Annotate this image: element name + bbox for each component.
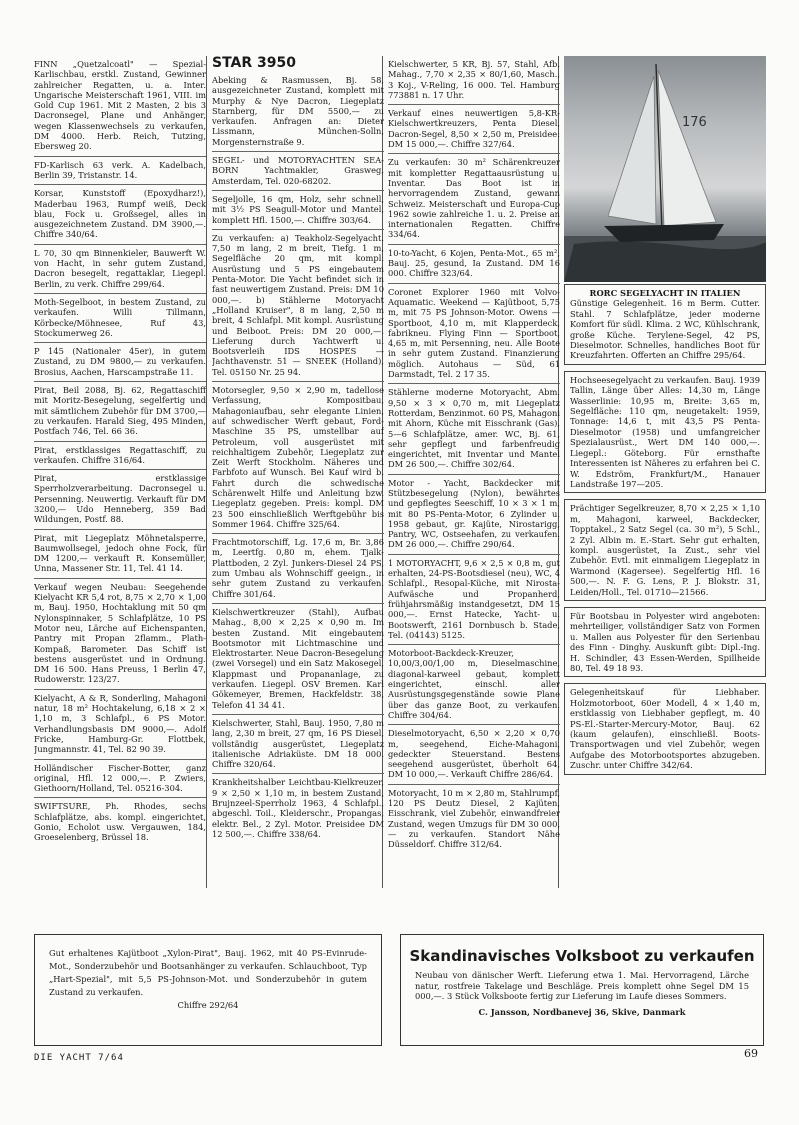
column-1 — [34, 56, 206, 892]
classified-ad: Kielyacht, A & R, Sonderling, Mahagoni natur, 18 m² Hochtakelung, 6,18 × 2 × 1,10 m, 3 Schlafpl., 6 PS Motor. Verhandlungsbasis DM 9000,—. Adolf Fricke, Hamburg-Gr. Flottbek, Jungmannstr. 41, Tel. 82 90 39. — [34, 690, 206, 760]
classified-ad: Motorboot-Backdeck-Kreuzer, 10,00/3,00/1,00 m, Dieselmaschine, diagonal-karweel gebaut, komplett eingerichtet, einschl. aller Ausrüstungsgegenstände sowie Plane über das ganze Boot, zu verkaufen. Chiffre 304/64. — [388, 645, 560, 725]
xylon-pirat-chiffre: Chiffre 292/64 — [177, 1000, 239, 1010]
segelkreuzer-ad: Prächtiger Segelkreuzer, 8,70 × 2,25 × 1,10 m, Mahagoni, karweel, Backdecker, Topptakel., 2 Satz Segel (ca. 30 m²), 5 Schl., 2 Zyl. Albin m. E.-Start. Sehr gut erhalten, kompl. ausgerüstet, Ia Zust., sehr viel Zubehör. Evtl. mit einmaligem Liegeplatz in Warmond (Kagersee). Segelfertig Hfl. 16 500,—. N. F. G. Lens, P. J. Blokstr. 31, Leiden/Holl., Tel. 01710—21566. — [564, 499, 766, 601]
classified-ad: Pirat, erstklassige Sperrholzverarbeitung. Dacronsegel u. Persenning. Neuwertig. Verkauft für DM 3200,— Udo Henneberg, 359 Bad Wildungen, Postf. 88. — [34, 470, 206, 529]
polyester-ad: Für Bootsbau in Polyester wird angeboten: mehrteiliger, vollständiger Satz von Formen u. Mallen aus Polyester für den Serienbau des Finn - Dinghy. Auskunft gibt: Dipl.-Ing. H. Schindler, 43 Essen-Werden, Spillheide 80, Tel. 49 18 93. — [564, 607, 766, 677]
classified-ad: SEGEL- und MOTORYACHTEN SEA-BORN Yachtmakler, Grasweg, Amsterdam, Tel. 020-68202. — [212, 152, 384, 191]
column-4 — [564, 56, 766, 892]
classified-ad: Korsar, Kunststoff (Epoxydharz!), Maderbau 1963, Rumpf weiß, Deck blau, Fock u. Großsegel, alles in ausgezeichnetem Zustand. DM 3900,—. Chiffre 340/64. — [34, 185, 206, 244]
liebhaber-ad: Gelegenheitskauf für Liebhaber. Holzmotorboot, 60er Modell, 4 × 1,40 m, erstklassig von Liebhaber gepflegt, m. 40 PS-El.-Starter-Mercury-Motor, Bauj. 62 (kaum gelaufen), einschließl. Boots-Transportwagen und viel Zubehör, wegen Aufgabe des Motorbootsportes abzugeben. Zuschr. unter Chiffre 342/64. — [564, 683, 766, 774]
classified-ad: Stählerne moderne Motoryacht, Abm. 9,50 × 3 × 0,70 m, mit Liegeplatz Rotterdam, Benzinmot. 60 PS, Mahagoni mit Ahorn, Küche mit Eisschrank (Gas), 5—6 Schlafplätze, amer. WC, Bj. 61, sehr gepflegt und farbenfreudig eingerichtet, mit Inventar und Mantel DM 26 500,—. Chiffre 302/64. — [388, 384, 560, 474]
magazine-footer: DIE YACHT 7/64 — [34, 1053, 124, 1063]
star-3950-heading: STAR 3950 — [212, 56, 296, 71]
classified-ad: Segeljolle, 16 qm, Holz, sehr schnell, mit 3½ PS Seagull-Motor und Mantel, komplett Hfl. 1500,—. Chiffre 303/64. — [212, 191, 384, 230]
classified-ad: Coronet Explorer 1960 mit Volvo-Aquamatic. Weekend — Kajütboot, 5,75 m, mit 75 PS Johnson-Motor. Owens — Sportboot, 4,10 m, mit Klapperdeck, fabrikneu. Flying Finn — Sportboot, 4,65 m, mit Persenning, neu. Alle Boote in sehr gutem Zustand. Finanzierung möglich. Autohaus — Süd, 61 Darmstadt, Tel. 2 17 35. — [388, 284, 560, 385]
classified-ad: Zu verkaufen: a) Teakholz-Segelyacht. 7,50 m lang, 2 m breit, Tiefg. 1 m, Segelfläche 20 qm, mit kompl. Ausrüstung und 5 PS eingebautem Penta-Motor. Die Yacht befindet sich in fast neuwertigem Zustand. Preis: DM 10 000,—. b) Stählerne Motoryacht „Holland Kruiser", 8 m lang, 2,50 m breit, 4 Schlafpl. Mit kompl. Ausrüstung und Beiboot. Preis: DM 20 000,—. Lieferung durch Yachtwerft u. Bootsverleih IDS HOSPES — Jachthavenstr. 51 — SNEEK (Holland), Tel. 05150 Nr. 25 94. — [212, 230, 384, 382]
classified-ad: Motorsegler, 9,50 × 2,90 m, tadellose Verfassung, Kompositbau, Mahagoniaufbau, sehr elegante Linien, auf schwedischer Werft gebaut, Ford-Maschine 35 PS, umstellbar auf Petroleum, voll ausgerüstet mit reichhaltigem Zubehör, Liegeplatz zur Zeit Werft Stockholm. Näheres und Farbfoto auf Wunsch. Bei Kauf wird b. Fahrt durch die schwedische Schärenwelt Hilfe und Anleitung bzw. Liegeplatz gegeben. Preis: kompl. DM 23 500 einschließlich Werftgebühr bis Sommer 1964. Chiffre 325/64. — [212, 382, 384, 534]
xylon-pirat-text: Gut erhaltenes Kajütboot „Xylon-Pirat", Bauj. 1962, mit 40 PS-Evinrude-Mot., Sonderzubehör und Bootsanhänger zu verkaufen. Schlauchboot, Typ „Hart-Spezial", mit 5,5 PS-Johnson-Mot. und Sonderzubehör in gutem Zustand zu verkaufen. — [49, 948, 367, 997]
rorc-ad-heading: RORC SEGELYACHT IN ITALIEN — [589, 288, 741, 298]
volksboot-signature: C. Jansson, Nordbanevej 36, Skive, Danmark — [478, 1006, 686, 1017]
classified-ad: Zu verkaufen: 30 m² Schärenkreuzer mit kompletter Regattaausrüstung u. Inventar. Das Boot ist in hervorragendem Zustand, gewann Schweiz. Meisterschaft und Europa-Cup 1962 sowie zahlreiche 1. u. 2. Preise an internationalen Regatten. Chiffre 334/64. — [388, 154, 560, 244]
classified-ad: Dieselmotoryacht, 6,50 × 2,20 × 0,70 m, seegehend, Eiche-Mahagoni, gedeckter Steuerstand. Bestens seegehend ausgerüstet, überholt 64, DM 10 000,—. Verkauft Chiffre 286/64. — [388, 725, 560, 784]
classified-ad: Verkauf wegen Neubau: Seegehende Kielyacht KR 5,4 rot, 8,75 × 2,70 × 1,00 m, Bauj. 1950, Hochtaklung mit 50 qm Nylonspinnaker, 5 Schlafplätze, 10 PS Motor neu, Lärche auf Eichenspanten, Pantry mit Propan 2flamm., Plath-Kompaß, Barometer. Das Schiff ist bestens ausgerüstet und in Ordnung. DM 16 500. Hans Preuss, 1 Berlin 47, Rudowerstr. 123/27. — [34, 579, 206, 690]
classified-ad: L 70, 30 qm Binnenkieler, Bauwerft W. von Hacht, in sehr gutem Zustand, Dacron besegelt, regattaklar, Liegepl. Berlin, zu verk. Chiffre 299/64. — [34, 245, 206, 294]
classified-ad: 1 MOTORYACHT, 9,6 × 2,5 × 0,8 m, gut erhalten, 24-PS-Bootsdiesel (neu), WC, 4 Schlafpl., Resopal-Küche, mit Nirosta-Aufwäsche und Propanherd, frühjahrsmäßig instandgesetzt, DM 15 000,—. Ernst Hatecke, Yacht- u. Bootswerft, 2161 Dornbusch b. Stade, Tel. (04143) 5125. — [388, 555, 560, 645]
classified-ad: Pirat, mit Liegeplatz Möhnetalsperre, Baumwollsegel, jedoch ohne Fock, für DM 1200,— verkauft R. Konsemüller, Unna, Massener Str. 11, Tel. 41 14. — [34, 530, 206, 579]
classified-ad: Kielschwertkreuzer (Stahl), Aufbau Mahag., 8,00 × 2,25 × 0,90 m. Im besten Zustand. Mit eingebautem Bootsmotor mit Lichtmaschine und Elektrostarter. Neue Dacron-Besegelung (zwei Vorsegel) und ein Satz Makosegel, Klappmast und Propananlage, zu verkaufen. Liegepl. OSV Bremen. Karl Gökemeyer, Bremen, Hackfeldstr. 38, Telefon 41 34 41. — [212, 604, 384, 715]
classified-ad: Krankheitshalber Leichtbau-Kielkreuzer, 9 × 2,50 × 1,10 m, in bestem Zustand, Brujnzeel-Sperrholz 1963, 4 Schlafpl., abgeschl. Toil., Kleiderschr., Propangas, elektr. Bel., 2 Zyl. Motor. Preisidee DM 12 500,—. Chiffre 338/64. — [212, 777, 384, 839]
classified-ad: Motoryacht, 10 m × 2,80 m, Stahlrumpf, 120 PS Deutz Diesel, 2 Kajüten, Eisschrank, viel Zubehör, einwandfreier Zustand, wegen Umzugs für DM 30 000,— zu verkaufen. Standort Nähe Düsseldorf. Chiffre 312/64. — [388, 787, 560, 850]
classified-ad: Frachtmotorschiff, Lg. 17,6 m, Br. 3,86 m, Leertfg. 0,80 m, ehem. Tjalk-Plattboden, 2 Zyl. Junkers-Diesel 24 PS, zum Umbau als Wohnschiff geeign., in sehr gutem Zustand zu verkaufen. Chiffre 301/64. — [212, 534, 384, 604]
volksboot-ad — [400, 934, 764, 1046]
classified-ad: Moth-Segelboot, in bestem Zustand, zu verkaufen. Willi Tillmann, Körbecke/Möhnesee, Ruf 43, Stockumerweg 26. — [34, 294, 206, 343]
classified-ad: FD-Karlisch 63 verk. A. Kadelbach, Berlin 39, Tristanstr. 14. — [34, 157, 206, 186]
hochsee-ad: Hochseesegelyacht zu verkaufen. Bauj. 1939 Tallin, Länge über Alles: 14,30 m, Länge Wasserlinie: 10,95 m, Breite: 3,65 m, Segelfläche: 110 qm, neugetakelt: 1959, Tonnage: 14,6 t, mit 43,5 PS Penta-Dieselmotor (1958) und umfangreicher Spezialausrüst., Wert DM 140 000,—. Liegepl.: Göteborg. Für ernsthafte Interessenten ist Näheres zu erfahren bei C. W. Edström, Frankfurt/M., Hanauer Landstraße 197—205. — [564, 371, 766, 493]
column-2 — [212, 56, 384, 892]
classified-ad: P 145 (Nationaler 45er), in gutem Zustand, zu DM 9800,— zu verkaufen. Brosius, Aachen, Harscampstraße 11. — [34, 343, 206, 382]
classified-ad: Kielschwerter, 5 KR, Bj. 57, Stahl, Afb. Mahag., 7,70 × 2,35 × 80/1,60, Masch., 3 Koj., V-Reling, 16 000. Tel. Hamburg 773881 n. 17 Uhr. — [388, 56, 560, 105]
classified-ad: Pirat, erstklassiges Regattaschiff, zu verkaufen. Chiffre 316/64. — [34, 442, 206, 471]
xylon-pirat-ad — [34, 934, 382, 1046]
volksboot-heading: Skandinavisches Volksboot zu verkaufen — [409, 947, 755, 965]
classified-ad: Pirat, Beil 2088, Bj. 62, Regattaschiff mit Moritz-Besegelung, segelfertig und mit sämtlichem Zubehör für DM 3700,— zu verkaufen. Harald Sieg, 495 Minden, Postfach 746, Tel. 66 36. — [34, 382, 206, 441]
classified-ad: Holländischer Fischer-Botter, ganz original, Hfl. 12 000,—. P. Zwiers, Giethoorn/Holland, Tel. 05216-304. — [34, 760, 206, 799]
classified-ad: FINN „Quetzalcoatl" — Spezial-Karlischbau, erstkl. Zustand, Gewinner zahlreicher Regatten, u. a. Inter. Ungarische Meisterschaft 1961, VIII. im Gold Cup 1961. Mit 2 Masten, 2 bis 3 Dacronsegel, Plane und Anhänger, wegen Klassenwechsels zu verkaufen, DM 4000. Herb. Reich, Tutzing, Ebersweg 20. — [34, 56, 206, 157]
column-3 — [388, 56, 560, 892]
rorc-ad — [564, 284, 766, 365]
page-number: 69 — [744, 1047, 758, 1060]
volksboot-text: Neubau von dänischer Werft. Lieferung etwa 1. Mai. Hervorragend, Lärche natur, rostfreie Takelage und Beschläge. Preis komplett ohne Segel DM 15 000,—. 3 Stück Volksboote fertig zur Lieferung im Laufe dieses Sommers. — [415, 970, 749, 1001]
classified-ad: Verkauf eines neuwertigen 5,8-KR-Kielschwertkreuzers, Penta Diesel, Dacron-Segel, 8,50 × 2,50 m, Preisidee: DM 15 000,—. Chiffre 327/64. — [388, 105, 560, 154]
classified-ad: SWIFTSURE, Ph. Rhodes, sechs Schlafplätze, abs. kompl. eingerichtet, Gonio, Echolot usw. Vergauwen, 184, Groeselenberg, Brüssel 18. — [34, 801, 206, 843]
classified-ad: 10-to-Yacht, 6 Kojen, Penta-Mot., 65 m², Bauj. 25, gesund, Ia Zustand. DM 16 000. Chiffre 323/64. — [388, 245, 560, 284]
sail-number: 176 — [682, 115, 707, 130]
sailboat-photo — [564, 56, 766, 282]
classified-ad: Motor - Yacht, Backdecker mit Stützbesegelung (Nylon), bewährtes und gepflegtes Seeschiff, 10 × 3 × 1 m, mit 80 PS-Penta-Motor, 6 Zylinder u. 1958 gebaut, gr. Kajüte, Nirostarigg, Pantry, WC, Ostseehafen, zu verkaufen. DM 26 000,—. Chiffre 290/64. — [388, 475, 560, 555]
rorc-ad-text: Günstige Gelegenheit. 16 m Berm. Cutter. Stahl. 7 Schlafplätze, jeder moderne Komfort für südl. Klima. 2 WC, Kühlschrank, große Küche. Terylene-Segel, 42 PS, Dieselmotor. Schnelles, handliches Boot für Kreuzfahrten. Offerten an Chiffre 295/64. — [570, 298, 760, 361]
classified-ad: Kielschwerter, Stahl, Bauj. 1950, 7,80 m lang, 2,30 m breit, 27 qm, 16 PS Diesel, vollständig ausgerüstet, Liegeplatz italienische Adriaküste. DM 18 000. Chiffre 320/64. — [212, 715, 384, 774]
classified-ad: Abeking & Rasmussen, Bj. 58, ausgezeichneter Zustand, komplett mit Murphy & Nye Dacron, Liegeplatz Starnberg, für DM 5500,— zu verkaufen. Anfragen an: Dieter Lissmann, München-Solln, Morgensternstraße 9. — [212, 72, 384, 152]
